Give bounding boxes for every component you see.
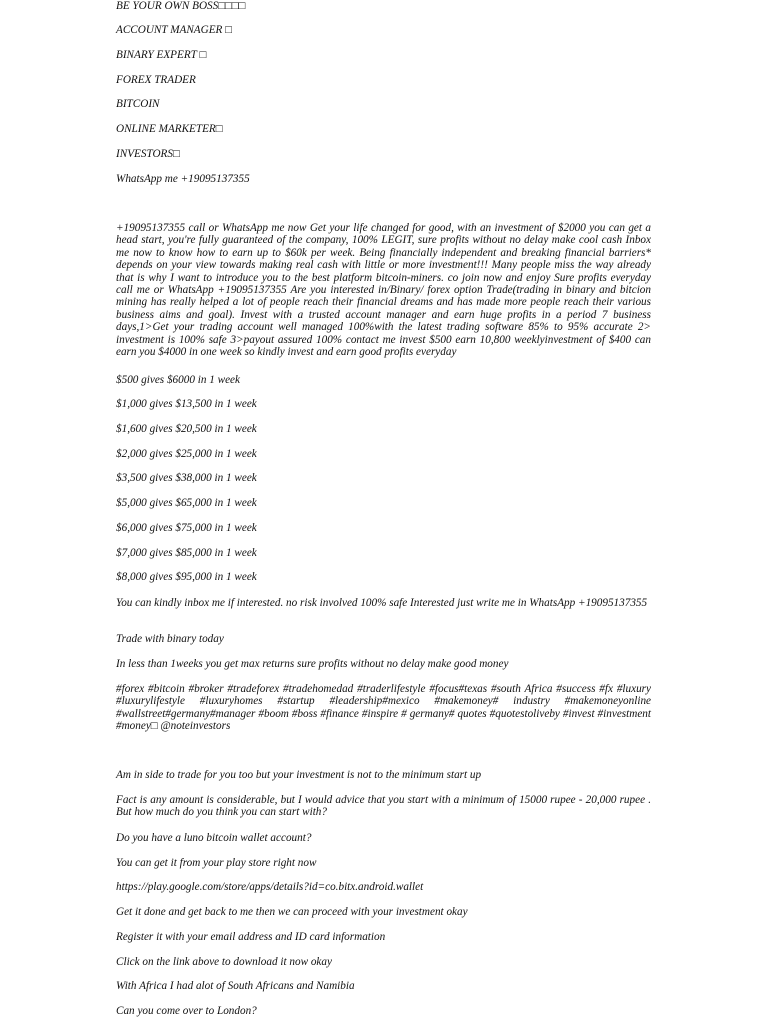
returns-line: $2,000 gives $25,000 in 1 week [116, 448, 257, 460]
chat-line: Do you have a luno bitcoin wallet account? [116, 832, 312, 844]
wallet-link: https://play.google.com/store/apps/details?id=co.bitx.android.wallet [116, 881, 424, 893]
hashtags: #forex #bitcoin #broker #tradeforex #tradehomedad #traderlifestyle #focus#texas #south Africa #success #fx #luxury #luxurylifestyle #luxuryhomes #startup #leadership#mexico #makemoney# industry #makemoneyonline #wallstreet#germany#manager #boom #boss #finance #inspire # germany# quotes #quotestoliveby #invest #investment #money□ @noteinvestors [116, 683, 651, 733]
chat-line: Can you come over to London? [116, 1005, 257, 1017]
returns-line: $1,600 gives $20,500 in 1 week [116, 423, 257, 435]
trade-today: Trade with binary today [116, 633, 224, 645]
less-than-line: In less than 1weeks you get max returns sure profits without no delay make good money [116, 658, 509, 670]
returns-line: $3,500 gives $38,000 in 1 week [116, 472, 257, 484]
returns-line: $500 gives $6000 in 1 week [116, 374, 240, 386]
header-line: BINARY EXPERT □ [116, 49, 207, 61]
whatsapp-line: WhatsApp me +19095137355 [116, 173, 250, 185]
returns-line: $7,000 gives $85,000 in 1 week [116, 547, 257, 559]
header-line: ACCOUNT MANAGER □ [116, 24, 232, 36]
chat-line: Fact is any amount is considerable, but I would advice that you start with a minimum of 15000 rupee - 20,000 rupee . But how much do you think you can start with? [116, 794, 651, 819]
header-line: ONLINE MARKETER□ [116, 123, 223, 135]
chat-line: Click on the link above to download it now okay [116, 956, 332, 968]
header-line: INVESTORS□ [116, 148, 180, 160]
header-line: BITCOIN [116, 98, 160, 110]
header-line: FOREX TRADER [116, 74, 196, 86]
header-line: BE YOUR OWN BOSS□□□□ [116, 0, 246, 12]
returns-line: $6,000 gives $75,000 in 1 week [116, 522, 257, 534]
returns-line: $5,000 gives $65,000 in 1 week [116, 497, 257, 509]
chat-line: Get it done and get back to me then we can proceed with your investment okay [116, 906, 468, 918]
chat-line: You can get it from your play store right now [116, 857, 317, 869]
intro-paragraph: +19095137355 call or WhatsApp me now Get your life changed for good, with an investment of $2000 you can get a head start, you're fully guaranteed of the company, 100% LEGIT, sure profits without no delay make cool cash Inbox me now to know how to earn up to $60k per week. Being financially independent and breaking financial barriers* depends on your view towards making real cash with little or more investment!!! Many people miss the way already that is why I want to introduce you to the best platform bitcoin-miners. co join now and enjoy Sure profits everyday call me or WhatsApp +19095137355 Are you interested in/Binary/ forex option Trade(trading in binary and bitcion mining has really helped a lot of people reach their financial dreams and has made more people reach their various business aims and goal). Invest with a trusted account manager and earn huge profits in a period 7 business days,1>Get your trading account well managed 100%with the latest trading software 85% to 95% accurate 2> investment is 100% safe 3>payout assured 100% contact me invest $500 earn 10,800 weeklyinvestment of $400 can earn you $4000 in one week so kindly invest and earn good profits everyday [116, 222, 651, 359]
returns-line: $8,000 gives $95,000 in 1 week [116, 571, 257, 583]
chat-line: Register it with your email address and ID card information [116, 931, 386, 943]
chat-line: With Africa I had alot of South Africans and Namibia [116, 980, 355, 992]
chat-line: Am in side to trade for you too but your investment is not to the minimum start up [116, 769, 482, 781]
returns-line: $1,000 gives $13,500 in 1 week [116, 398, 257, 410]
inbox-note: You can kindly inbox me if interested. no risk involved 100% safe Interested just write me in WhatsApp +19095137355 [116, 597, 648, 609]
